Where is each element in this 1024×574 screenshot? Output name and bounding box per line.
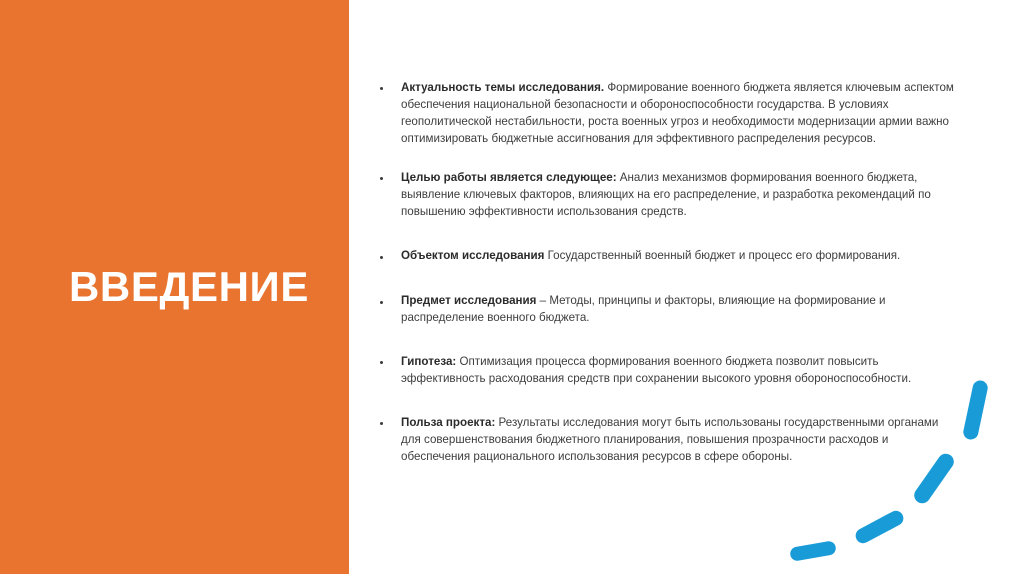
list-item — [375, 293, 955, 327]
dash-stroke-3-icon — [853, 508, 906, 546]
page-title: ВВЕДЕНИЕ — [69, 263, 309, 310]
bullet-lead: Польза проекта: — [401, 416, 496, 430]
list-item — [375, 80, 955, 148]
bullet-body: Результаты исследования могут быть использованы государственными органами для совершенствования бюджетного планирования, повышения прозрачности расходов и обеспечения рационального использования ресурсов в сфере обороны. — [401, 416, 939, 463]
bullet-dot-icon — [380, 422, 383, 425]
bullet-list — [375, 80, 955, 466]
bullet-dot-icon — [380, 301, 383, 304]
bullet-dot-icon — [380, 361, 383, 364]
bullet-body: Государственный военный бюджет и процесс его формирования. — [544, 249, 901, 263]
list-item — [375, 354, 955, 388]
bullet-lead: Актуальность темы исследования. — [401, 81, 605, 94]
dash-stroke-4-icon — [789, 540, 837, 562]
bullet-dot-icon — [380, 87, 383, 90]
bullet-dot-icon — [380, 256, 383, 259]
title-panel — [0, 0, 349, 574]
bullet-body: Формирование военного бюджета является ключевым аспектом обеспечения национальной безопасности и обороноспособности государства. В условиях геополитической нестабильности, роста военных угроз и необходимости модернизации армии важно оптимизировать бюджетные ассигнования для эффективного распределения ресурсов. — [401, 81, 954, 145]
list-item — [375, 248, 955, 265]
bullet-body: Оптимизация процесса формирования военного бюджета позволит повысить эффективность расходования средств при сохранении высокого уровня обороноспособности. — [401, 355, 912, 386]
bullet-body: – Методы, принципы и факторы, влияющие на формирование и распределение военного бюджета. — [401, 294, 886, 325]
bullet-lead: Гипотеза: — [401, 355, 457, 369]
bullet-body: Анализ механизмов формирования военного бюджета, выявление ключевых факторов, влияющих на его распределение, и разработка рекомендаций по повышению эффективности использования средств. — [401, 170, 931, 218]
list-item — [375, 170, 955, 221]
bullet-lead: Объектом исследования — [401, 249, 545, 263]
bullet-lead: Предмет исследования — [401, 294, 537, 308]
list-item — [375, 415, 955, 466]
bullet-lead: Целью работы является следующее: — [401, 170, 617, 184]
bullet-dot-icon — [380, 177, 383, 180]
content-column — [375, 80, 955, 466]
dash-stroke-1-icon — [962, 379, 989, 441]
